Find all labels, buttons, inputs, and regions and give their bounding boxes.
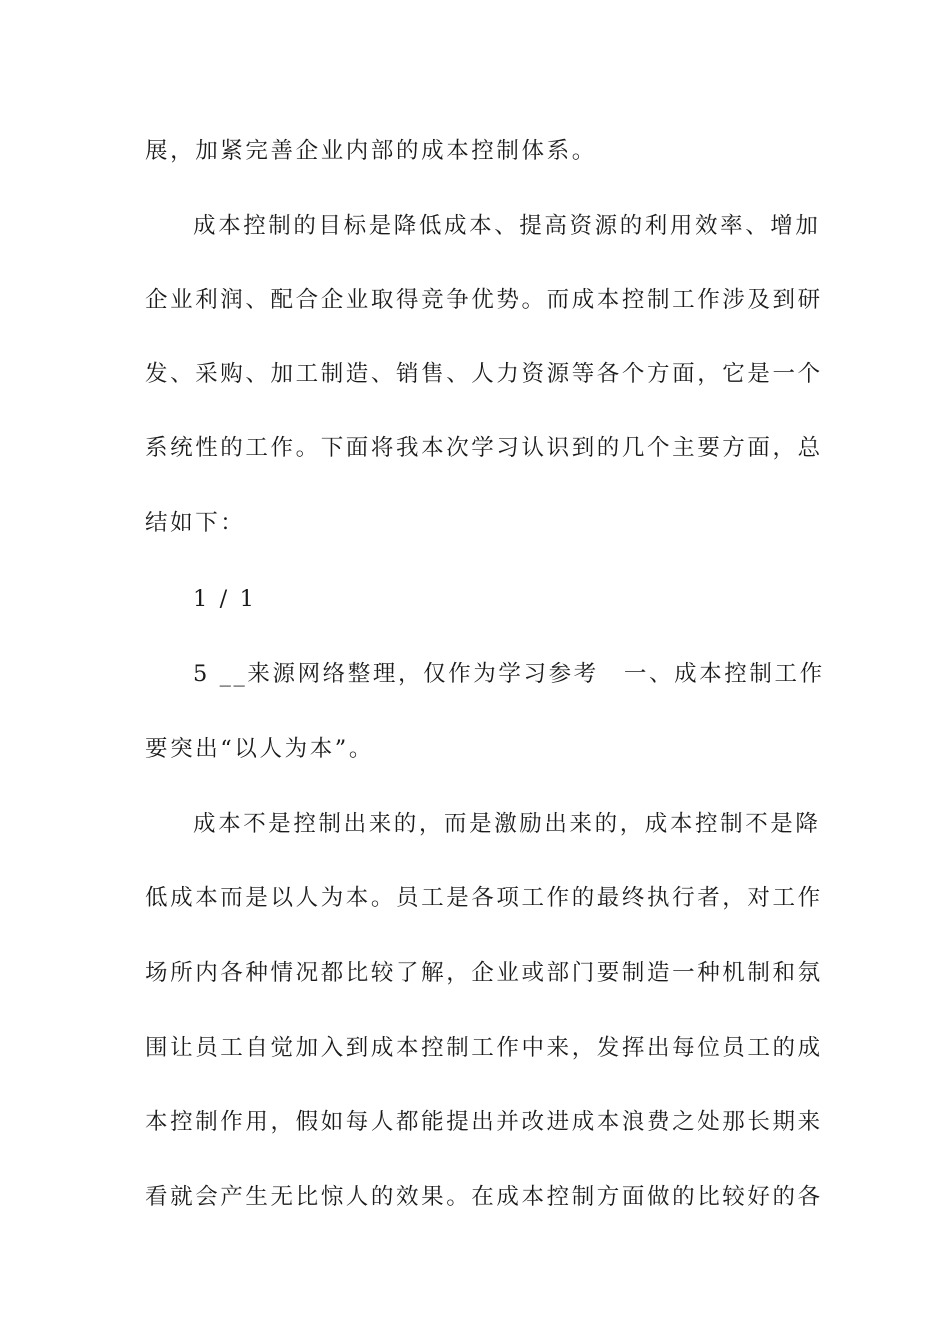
source-note-heading-line: 5 __来源网络整理，仅作为学习参考 一、成本控制工作 — [193, 661, 825, 687]
page-number: 1 / 1 — [193, 586, 257, 612]
paragraph-line-14: 本控制作用，假如每人都能提出并改进成本浪费之处那长期来 — [145, 1109, 823, 1135]
paragraph-line-12: 场所内各种情况都比较了解，企业或部门要制造一种机制和氛 — [145, 960, 823, 986]
paragraph-line-5: 系统性的工作。下面将我本次学习认识到的几个主要方面，总 — [145, 435, 823, 461]
paragraph-line-1: 展，加紧完善企业内部的成本控制体系。 — [145, 138, 597, 164]
paragraph-line-6: 结如下： — [145, 510, 246, 536]
paragraph-line-2: 成本控制的目标是降低成本、提高资源的利用效率、增加 — [193, 213, 821, 239]
paragraph-line-15: 看就会产生无比惊人的效果。在成本控制方面做的比较好的各 — [145, 1184, 823, 1210]
paragraph-line-3: 企业利润、配合企业取得竞争优势。而成本控制工作涉及到研 — [145, 287, 823, 313]
paragraph-line-13: 围让员工自觉加入到成本控制工作中来，发挥出每位员工的成 — [145, 1035, 823, 1061]
paragraph-line-4: 发、采购、加工制造、销售、人力资源等各个方面，它是一个 — [145, 361, 823, 387]
paragraph-line-11: 低成本而是以人为本。员工是各项工作的最终执行者，对工作 — [145, 885, 823, 911]
section-heading-line: 要突出“以人为本”。 — [145, 736, 375, 762]
paragraph-line-10: 成本不是控制出来的，而是激励出来的，成本控制不是降 — [193, 811, 821, 837]
